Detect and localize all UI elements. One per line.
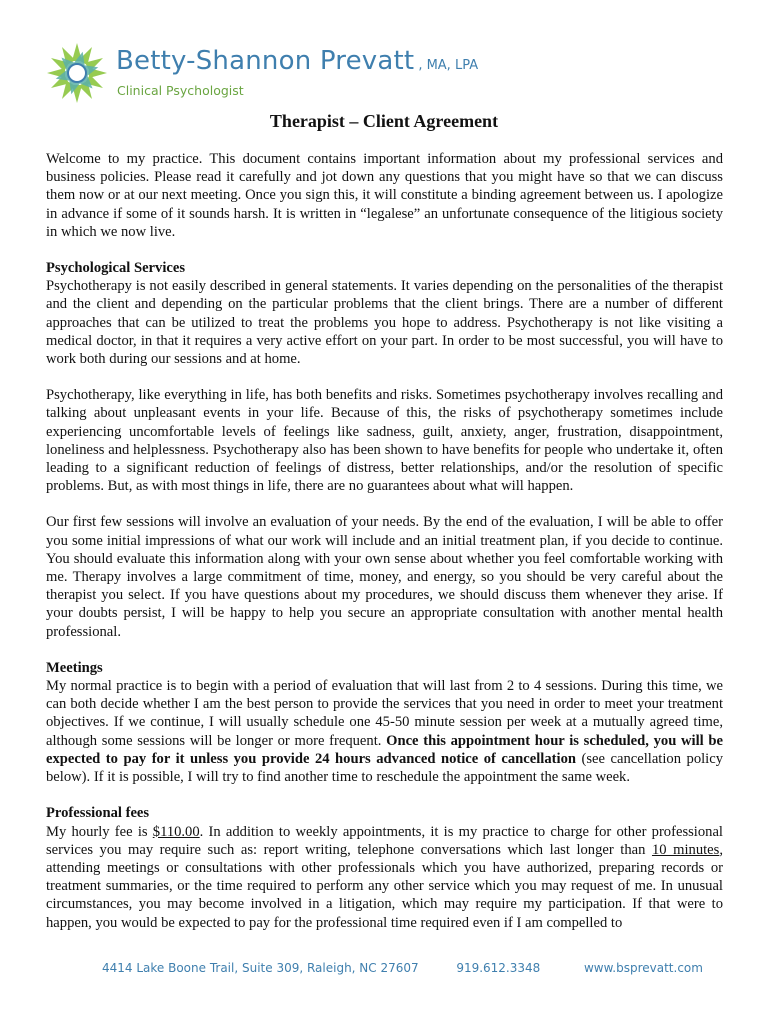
fees-text-b: . In addition to weekly appointments, it is my practice to charge for other professional services you may require such as: report writing, telephone conversations which last longer than (46, 823, 723, 858)
section-heading-psychological-services: Psychological Services (46, 260, 186, 277)
meetings-paragraph (46, 677, 723, 786)
letterhead (44, 40, 479, 110)
meetings-cancellation-notice: Once this appointment hour is scheduled, you will be expected to pay for it unless you provide 24 hours advanced notice of cancellation (46, 732, 723, 767)
call-threshold: 10 minutes (651, 841, 720, 858)
intro-paragraph: Welcome to my practice. This document contains important information about my professional services and business policies. Please read it carefully and jot down any questions that you might have so that we can discuss them now or at our next meeting. Once you sign this, it will constitute a binding agreement between us. I apologize in advance if some of it sounds harsh. It is written in “legalese” an unfortunate consequence of the litigious society in which we now live. (46, 151, 723, 240)
practitioner-credentials: , MA, LPA (418, 58, 479, 73)
flower-logo-icon (44, 40, 110, 106)
practitioner-name: Betty-Shannon Prevatt (116, 46, 415, 76)
practitioner-title: Clinical Psychologist (117, 83, 244, 98)
section-heading-professional-fees: Professional fees (46, 805, 150, 822)
hourly-fee: $110.00 (152, 823, 200, 840)
document-title: Therapist – Client Agreement (269, 111, 499, 131)
psych-paragraph-2: Psychotherapy, like everything in life, has both benefits and risks. Sometimes psychotherapy involves recalling and talking about unpleasant events in your life. Because of this, the risks of psychotherapy sometimes include experiencing uncomfortable levels of feelings like sadness, guilt, anxiety, anger, frustration, disappointment, loneliness and helplessness. Psychotherapy also has been shown to have benefits for people who undertake it, often leading to a significant reduction of feelings of distress, better relationships, and/or the resolution of specific problems. But, as with most things in life, there are no guarantees about what will happen. (46, 387, 723, 495)
fees-text-a: My hourly fee is (46, 823, 153, 840)
fees-paragraph (46, 823, 723, 932)
meetings-text-b: (see cancellation policy below). If it is possible, I will try to find another time to reschedule the appointment the same week. (46, 750, 723, 786)
section-heading-meetings: Meetings (46, 659, 103, 676)
letterhead-name-line (116, 46, 478, 76)
footer-phone: 919.612.3348 (456, 961, 541, 975)
psych-paragraph-1: Psychotherapy is not easily described in general statements. It varies depending on the personalities of the therapist and the client and depending on the particular problems that the client brings. There are a number of different approaches that can be utilized to treat the problems you hope to address. Psychotherapy is not like visiting a medical doctor, in that it requires a very active effort on your part. In order to be most successful, you will have to work both during our sessions and at home. (46, 278, 723, 368)
footer-website: www.bsprevatt.com (583, 961, 703, 975)
meetings-text-a: My normal practice is to begin with a period of evaluation that will last from 2 to 4 sessions. During this time, we can both decide whether I am the best person to provide the services that you need in order to meet your treatment objectives. If we continue, I will usually schedule one 45-50 minute session per week at a mutually agreed time, although some sessions will be longer or more frequent. (46, 678, 723, 749)
psych-paragraph-3: Our first few sessions will involve an evaluation of your needs. By the end of the evaluation, I will be able to offer you some initial impressions of what our work will include and an initial treatment plan, if you decide to continue. You should evaluate this information along with your own sense about whether you feel comfortable working with me. Therapy involves a large commitment of time, money, and energy, so you should be very careful about the therapist you select. If you have questions about my procedures, we should discuss them whenever they arise. If your doubts persist, I will be happy to help you secure an appropriate consultation with another mental health professional. (46, 514, 723, 640)
footer-address: 4414 Lake Boone Trail, Suite 309, Raleigh, NC 27607 (102, 961, 419, 975)
footer-contact (102, 961, 702, 975)
fees-text-c: , attending meetings or consultations with other professionals which you have authorized, preparing records or treatment summaries, or the time required to perform any other service which you may request of me. In unusual circumstances, you may become involved in a litigation, which may require my participation. If that were to happen, you would be expected to pay for the professional time required even if I am compelled to (46, 841, 723, 931)
document-body (46, 150, 723, 950)
